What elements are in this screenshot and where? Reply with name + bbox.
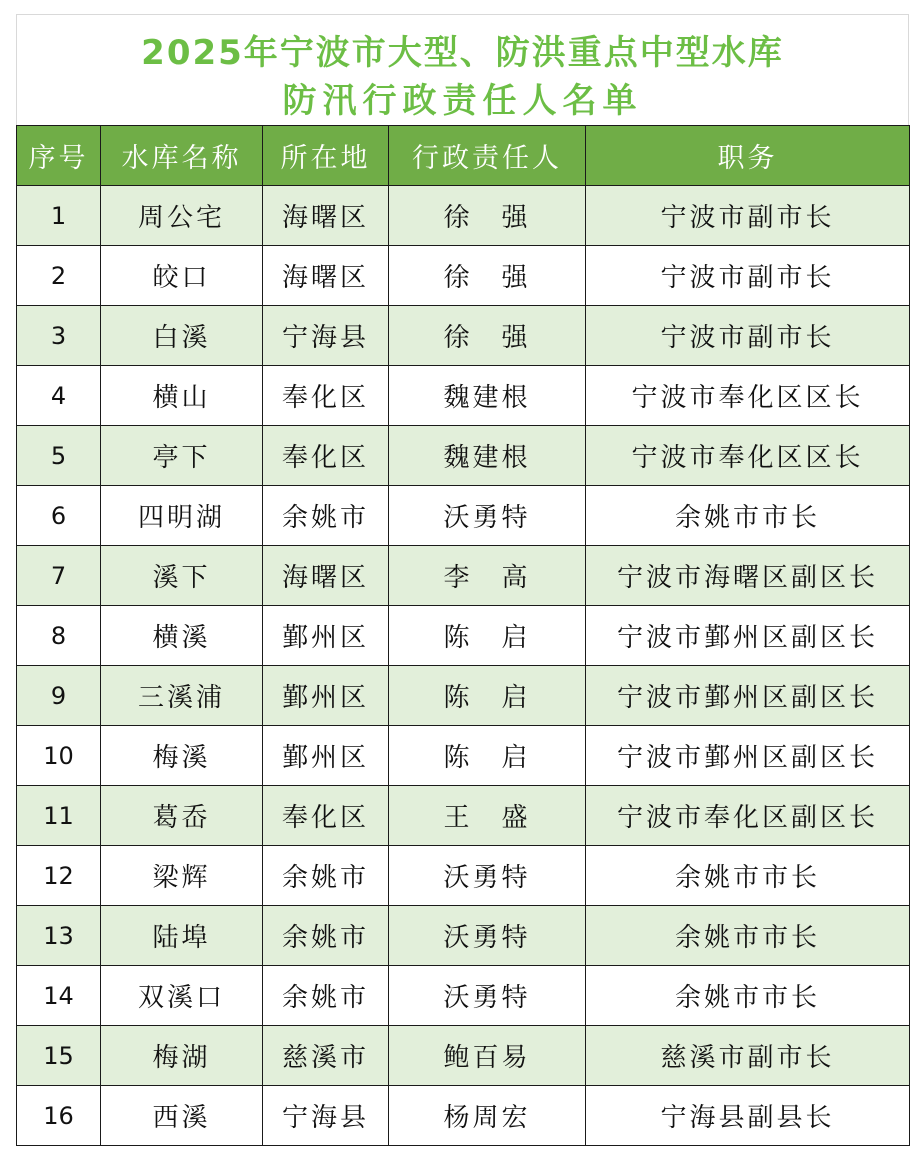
- reservoir-name-cell: 双溪口: [101, 966, 263, 1026]
- document-title-line-1: 2025年宁波市大型、防洪重点中型水库: [141, 33, 784, 73]
- position-cell: 宁波市副市长: [586, 246, 910, 306]
- position-cell: 宁波市海曙区副区长: [586, 546, 910, 606]
- table-body: [17, 186, 910, 1146]
- location-cell: 余姚市: [263, 486, 389, 546]
- reservoir-name-cell: 梁辉: [101, 846, 263, 906]
- reservoir-name-cell: 横溪: [101, 606, 263, 666]
- responsibility-table: [16, 125, 910, 1146]
- responsible-person-cell: 徐 强: [389, 306, 586, 366]
- reservoir-name-cell: 亭下: [101, 426, 263, 486]
- reservoir-name-cell: 葛岙: [101, 786, 263, 846]
- table-row: [17, 306, 910, 366]
- responsible-person-cell: 陈 启: [389, 666, 586, 726]
- table-row: [17, 666, 910, 726]
- responsible-person-cell: 陈 启: [389, 726, 586, 786]
- position-cell: 余姚市市长: [586, 486, 910, 546]
- reservoir-name-cell: 西溪: [101, 1086, 263, 1146]
- row-index-cell: 3: [17, 306, 101, 366]
- row-index-cell: 8: [17, 606, 101, 666]
- table-row: [17, 846, 910, 906]
- table-row: [17, 1026, 910, 1086]
- table-header: [17, 126, 910, 186]
- header-reservoir-name: 水库名称: [101, 126, 263, 186]
- position-cell: 宁波市鄞州区副区长: [586, 606, 910, 666]
- table-row: [17, 1086, 910, 1146]
- row-index-cell: 2: [17, 246, 101, 306]
- responsible-person-cell: 鲍百易: [389, 1026, 586, 1086]
- row-index-cell: 6: [17, 486, 101, 546]
- title-box: [16, 14, 909, 125]
- location-cell: 奉化区: [263, 366, 389, 426]
- responsible-person-cell: 沃勇特: [389, 486, 586, 546]
- location-cell: 余姚市: [263, 966, 389, 1026]
- table-row: [17, 366, 910, 426]
- reservoir-name-cell: 三溪浦: [101, 666, 263, 726]
- reservoir-name-cell: 陆埠: [101, 906, 263, 966]
- position-cell: 宁波市奉化区区长: [586, 426, 910, 486]
- row-index-cell: 7: [17, 546, 101, 606]
- location-cell: 海曙区: [263, 246, 389, 306]
- position-cell: 宁波市副市长: [586, 186, 910, 246]
- responsible-person-cell: 徐 强: [389, 246, 586, 306]
- reservoir-name-cell: 横山: [101, 366, 263, 426]
- row-index-cell: 9: [17, 666, 101, 726]
- responsible-person-cell: 李 高: [389, 546, 586, 606]
- position-cell: 宁波市副市长: [586, 306, 910, 366]
- position-cell: 宁波市奉化区副区长: [586, 786, 910, 846]
- table-row: [17, 486, 910, 546]
- location-cell: 海曙区: [263, 186, 389, 246]
- location-cell: 海曙区: [263, 546, 389, 606]
- row-index-cell: 5: [17, 426, 101, 486]
- document-title-line-2: 防汛行政责任人名单: [282, 81, 643, 121]
- reservoir-name-cell: 梅湖: [101, 1026, 263, 1086]
- row-index-cell: 12: [17, 846, 101, 906]
- reservoir-name-cell: 四明湖: [101, 486, 263, 546]
- row-index-cell: 1: [17, 186, 101, 246]
- location-cell: 奉化区: [263, 426, 389, 486]
- responsible-person-cell: 王 盛: [389, 786, 586, 846]
- location-cell: 余姚市: [263, 906, 389, 966]
- table-row: [17, 966, 910, 1026]
- header-location: 所在地: [263, 126, 389, 186]
- position-cell: 余姚市市长: [586, 906, 910, 966]
- responsible-person-cell: 沃勇特: [389, 906, 586, 966]
- table-row: [17, 426, 910, 486]
- header-index: 序号: [17, 126, 101, 186]
- row-index-cell: 13: [17, 906, 101, 966]
- table-row: [17, 546, 910, 606]
- row-index-cell: 10: [17, 726, 101, 786]
- reservoir-name-cell: 梅溪: [101, 726, 263, 786]
- location-cell: 慈溪市: [263, 1026, 389, 1086]
- location-cell: 鄞州区: [263, 666, 389, 726]
- location-cell: 鄞州区: [263, 606, 389, 666]
- reservoir-name-cell: 皎口: [101, 246, 263, 306]
- position-cell: 宁波市鄞州区副区长: [586, 726, 910, 786]
- responsible-person-cell: 沃勇特: [389, 846, 586, 906]
- location-cell: 宁海县: [263, 1086, 389, 1146]
- reservoir-name-cell: 溪下: [101, 546, 263, 606]
- header-position: 职务: [586, 126, 910, 186]
- position-cell: 宁波市奉化区区长: [586, 366, 910, 426]
- table-row: [17, 246, 910, 306]
- header-responsible-person: 行政责任人: [389, 126, 586, 186]
- position-cell: 余姚市市长: [586, 846, 910, 906]
- table-row: [17, 606, 910, 666]
- table-row: [17, 186, 910, 246]
- row-index-cell: 15: [17, 1026, 101, 1086]
- row-index-cell: 16: [17, 1086, 101, 1146]
- location-cell: 宁海县: [263, 306, 389, 366]
- responsible-person-cell: 徐 强: [389, 186, 586, 246]
- location-cell: 余姚市: [263, 846, 389, 906]
- responsible-person-cell: 沃勇特: [389, 966, 586, 1026]
- location-cell: 鄞州区: [263, 726, 389, 786]
- row-index-cell: 11: [17, 786, 101, 846]
- table-row: [17, 786, 910, 846]
- reservoir-name-cell: 周公宅: [101, 186, 263, 246]
- header-row: [17, 126, 910, 186]
- row-index-cell: 4: [17, 366, 101, 426]
- responsible-person-cell: 魏建根: [389, 426, 586, 486]
- responsible-person-cell: 杨周宏: [389, 1086, 586, 1146]
- position-cell: 宁波市鄞州区副区长: [586, 666, 910, 726]
- row-index-cell: 14: [17, 966, 101, 1026]
- position-cell: 慈溪市副市长: [586, 1026, 910, 1086]
- reservoir-name-cell: 白溪: [101, 306, 263, 366]
- responsible-person-cell: 陈 启: [389, 606, 586, 666]
- table-row: [17, 906, 910, 966]
- position-cell: 宁海县副县长: [586, 1086, 910, 1146]
- responsible-person-cell: 魏建根: [389, 366, 586, 426]
- location-cell: 奉化区: [263, 786, 389, 846]
- position-cell: 余姚市市长: [586, 966, 910, 1026]
- table-row: [17, 726, 910, 786]
